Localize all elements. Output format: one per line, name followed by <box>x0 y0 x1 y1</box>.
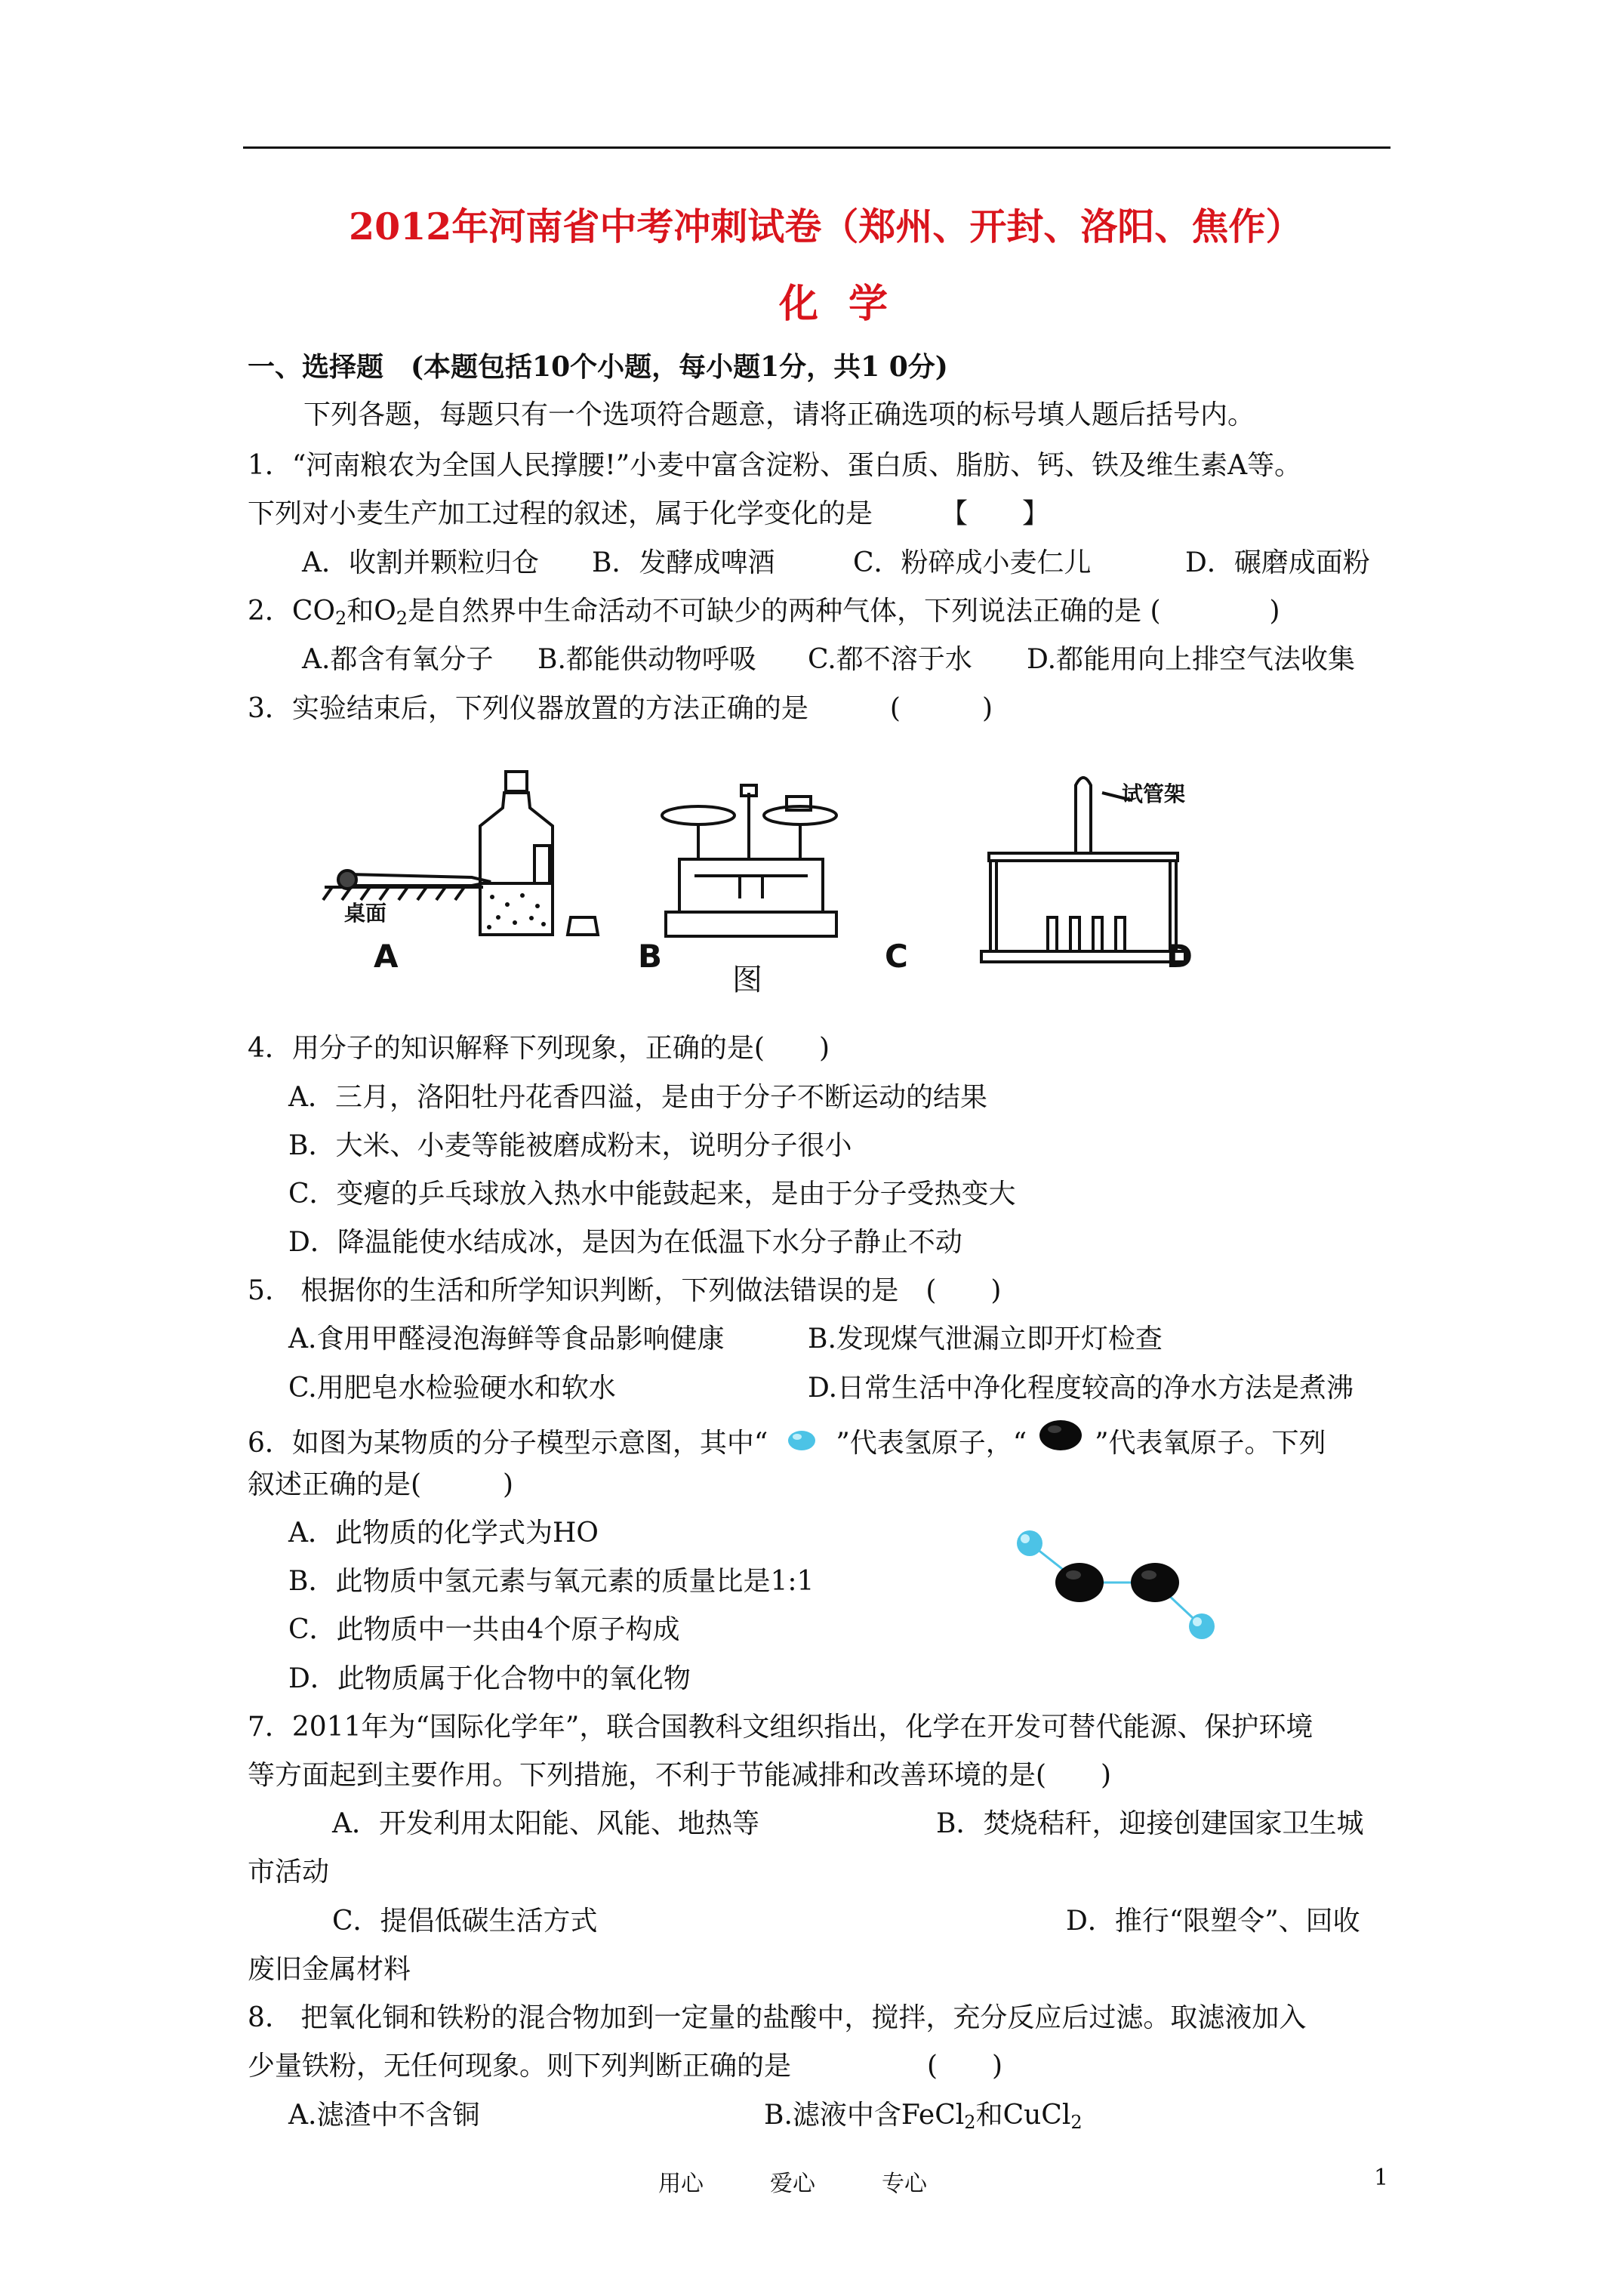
q4-option-c: C．变瘪的乒乓球放入热水中能鼓起来，是由于分子受热变大 <box>288 1179 1016 1210</box>
q7-option-b-cont: 市活动 <box>248 1857 330 1888</box>
figure-label-b: B <box>638 938 663 975</box>
q1-option-b: B．发酵成啤酒 <box>592 547 775 578</box>
footer-text-1: 用心 <box>658 2171 704 2197</box>
molecule-model-svg <box>1004 1518 1246 1646</box>
figure-label-a: A <box>374 938 399 975</box>
q8-option-b: B.滤液中含FeCl$_2$和CuCl$_2$ <box>764 2100 1083 2133</box>
q5-option-c: C.用肥皂水检验硬水和软水 <box>288 1373 616 1404</box>
q1-line1: 1．“河南粮农为全国人民撑腰!”小麦中富含淀粉、蛋白质、脂肪、钙、铁及维生素A等。 <box>248 450 1302 481</box>
q6-stem-line2: 叙述正确的是( ) <box>248 1469 514 1500</box>
top-rule <box>243 146 1390 149</box>
q7-option-d: D．推行“限塑令”、回收 <box>1066 1906 1360 1937</box>
q5-stem: 5. 根据你的生活和所学知识判断，下列做法错误的是 ( ) <box>248 1275 1002 1306</box>
q1-option-d: D．碾磨成面粉 <box>1185 547 1370 578</box>
q5-option-b: B.发现煤气泄漏立即开灯检查 <box>808 1324 1163 1354</box>
q7-option-c: C．提倡低碳生活方式 <box>332 1906 598 1937</box>
oxygen-atom-icon <box>1027 1419 1095 1462</box>
q3-figure <box>317 763 1291 997</box>
q6-option-a: A．此物质的化学式为HO <box>288 1518 599 1549</box>
q6-option-c: C．此物质中一共由4个原子构成 <box>288 1614 680 1645</box>
q2-option-d: D.都能用向上排空气法收集 <box>1027 644 1356 675</box>
q8-option-a: A.滤渣中不含铜 <box>288 2100 480 2131</box>
q4-option-b: B．大米、小麦等能被磨成粉末，说明分子很小 <box>288 1130 852 1161</box>
q2-option-b: B.都能供动物呼吸 <box>537 644 756 675</box>
q8-line1: 8. 把氧化铜和铁粉的混合物加到一定量的盐酸中，搅拌，充分反应后过滤。取滤液加入 <box>248 2002 1307 2033</box>
molecule-oxygen-1 <box>1055 1563 1104 1602</box>
q7-line1: 7．2011年为“国际化学年”，联合国教科文组织指出，化学在开发可替代能源、保护环境 <box>248 1712 1313 1743</box>
q1-option-c: C．粉碎成小麦仁儿 <box>853 547 1092 578</box>
figure-caption: 图 <box>732 963 762 997</box>
q3-stem: 3．实验结束后，下列仪器放置的方法正确的是 ( ) <box>248 693 993 724</box>
q4-stem: 4．用分子的知识解释下列现象，正确的是( ) <box>248 1033 830 1064</box>
q2-stem: 2．$CO_2$和$O_2$是自然界中生命活动不可缺少的两种气体，下列说法正确的是 ( ) <box>248 596 1280 629</box>
figure-desk-label: 桌面 <box>344 901 387 926</box>
q7-option-b: B．焚烧秸秆，迎接创建国家卫生城 <box>936 1808 1364 1839</box>
q1-option-a: A．收割并颗粒归仓 <box>302 547 539 578</box>
section1-heading: 一、选择题 (本题包括10个小题，每小题1分，共1 0分) <box>248 351 948 383</box>
q2-option-c: C.都不溶于水 <box>808 644 972 675</box>
molecule-oxygen-2 <box>1131 1563 1179 1602</box>
q6-option-b: B．此物质中氢元素与氧元素的质量比是1:1 <box>288 1566 815 1597</box>
q5-option-a: A.食用甲醛浸泡海鲜等食品影响健康 <box>288 1324 725 1354</box>
q5-option-d: D.日常生活中净化程度较高的净水方法是煮沸 <box>808 1373 1354 1404</box>
q2-option-a: A.都含有氧分子 <box>302 644 494 675</box>
molecule-model <box>1004 1518 1246 1646</box>
figure-label-c: C <box>885 938 908 975</box>
q6-stem-line1: 6．如图为某物质的分子模型示意图，其中“ ”代表氢原子，“ ”代表氧原子。下列 <box>248 1419 1326 1462</box>
q7-option-a: A．开发利用太阳能、风能、地热等 <box>332 1808 759 1839</box>
figure-c-balance <box>662 785 836 936</box>
exam-title: 2012年河南省中考冲刺试卷（郑州、开封、洛阳、焦作） <box>349 205 1303 248</box>
footer-text-3: 专心 <box>882 2171 927 2197</box>
q6-option-d: D．此物质属于化合物中的氧化物 <box>288 1663 691 1694</box>
q4-option-a: A．三月，洛阳牡丹花香四溢，是由于分子不断运动的结果 <box>288 1082 987 1113</box>
subject-title: 化学 <box>779 281 919 327</box>
figure-label-d: D <box>1166 938 1193 975</box>
figure-a-tube-on-desk <box>323 871 491 900</box>
q7-line2: 等方面起到主要作用。下列措施，不利于节能减排和改善环境的是( ) <box>248 1760 1112 1791</box>
section1-instruction: 下列各题，每题只有一个选项符合题意，请将正确选项的标号填人题后括号内。 <box>303 399 1255 430</box>
q8-line2: 少量铁粉，无任何现象。则下列判断正确的是 ( ) <box>248 2051 1003 2082</box>
molecule-hydrogen-1 <box>1017 1530 1042 1556</box>
q4-option-d: D．降温能使水结成冰，是因为在低温下水分子静止不动 <box>288 1227 962 1258</box>
figure-rack-label: 试管架 <box>1122 781 1186 806</box>
molecule-hydrogen-2 <box>1189 1613 1215 1639</box>
hydrogen-atom-icon <box>768 1425 836 1462</box>
q1-line2: 下列对小麦生产加工过程的叙述，属于化学变化的是 【 】 <box>248 498 1050 529</box>
footer-text-2: 爱心 <box>770 2171 815 2197</box>
figure-b-bottle <box>480 772 598 935</box>
q7-option-d-cont: 废旧金属材料 <box>248 1954 411 1985</box>
page-number: 1 <box>1374 2165 1389 2191</box>
